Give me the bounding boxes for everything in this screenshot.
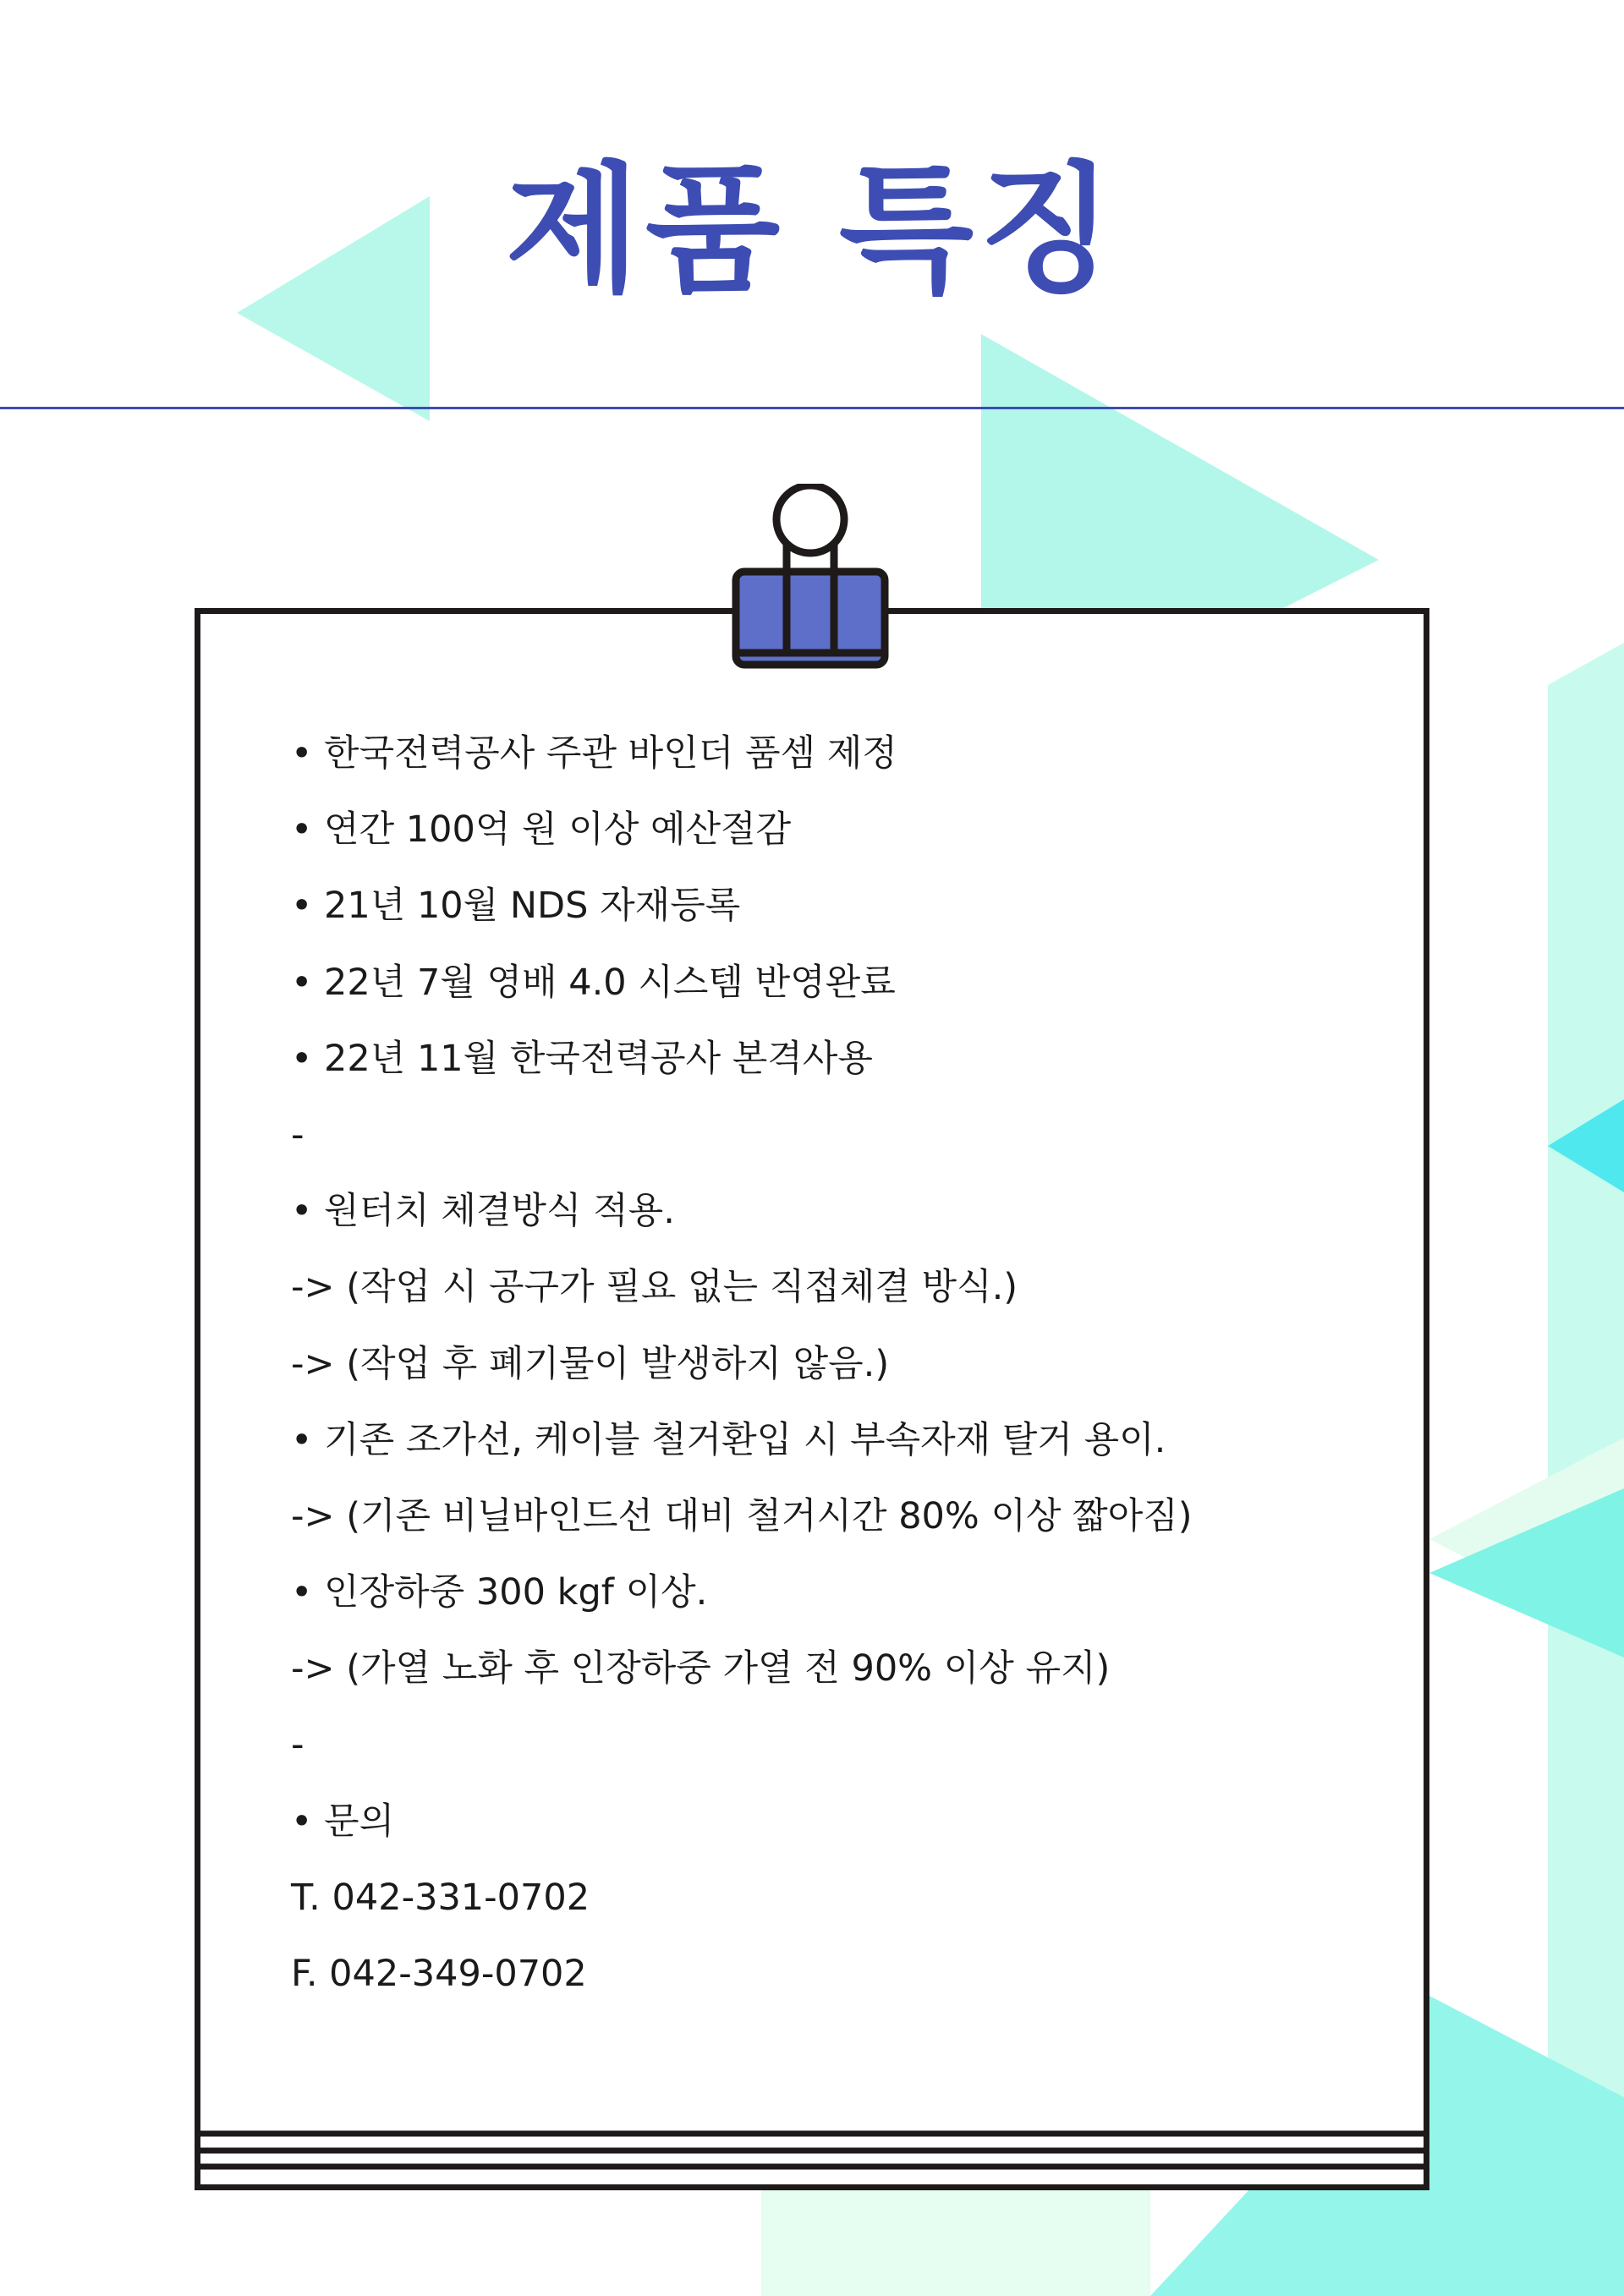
list-item: T. 042-331-0702	[291, 1876, 590, 1919]
list-item: • 22년 11월 한국전력공사 본격사용	[291, 1037, 873, 1080]
list-item: • 22년 7월 영배 4.0 시스템 반영완료	[291, 961, 896, 1004]
list-item: -> (가열 노화 후 인장하중 가열 전 90% 이상 유지)	[291, 1647, 1111, 1690]
list-item: • 한국전력공사 주관 바인더 품셈 제정	[291, 732, 897, 775]
list-item: • 인장하중 300 kgf 이상.	[291, 1571, 708, 1614]
feature-list	[291, 715, 1348, 2012]
list-item: • 기존 조가선, 케이블 철거환입 시 부속자재 탈거 용이.	[291, 1418, 1166, 1461]
list-item: • 21년 10월 NDS 자재등록	[291, 885, 741, 928]
paper-stack-lines	[195, 2127, 1429, 2190]
list-item: • 연간 100억 원 이상 예산절감	[291, 808, 792, 852]
list-item: • 원터치 체결방식 적용.	[291, 1190, 675, 1233]
list-item: -	[291, 1723, 304, 1767]
list-item: -> (작업 후 폐기물이 발생하지 않음.)	[291, 1342, 890, 1385]
title-divider	[0, 407, 1624, 409]
binder-clip-icon	[726, 484, 895, 673]
list-item: -> (작업 시 공구가 필요 없는 직접체결 방식.)	[291, 1266, 1018, 1309]
list-item: -> (기존 비닐바인드선 대비 철거시간 80% 이상 짧아짐)	[291, 1494, 1193, 1537]
bg-triangle-bottom-pale	[761, 2190, 1150, 2296]
page-title: 제품 특징	[505, 149, 1119, 311]
list-item: • 문의	[291, 1800, 395, 1843]
list-item: -	[291, 1113, 304, 1156]
list-item: F. 042-349-0702	[291, 1953, 587, 1995]
